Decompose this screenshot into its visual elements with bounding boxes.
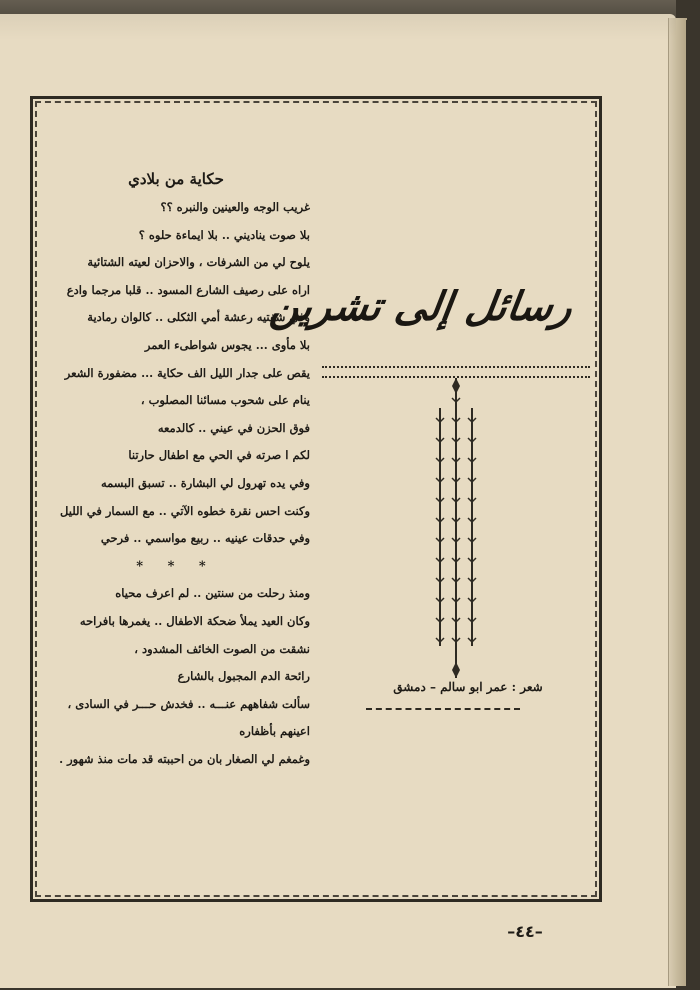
page-number: –٤٤– [507, 922, 543, 941]
poem-line: وكنت احس نقرة خطوه الآتي .. مع السمار في الليل [60, 503, 310, 518]
poem-line: يقص على جدار الليل الف حكاية ... مضفورة الشعر [64, 365, 310, 380]
poem-line: سألت شفاههم عنـــه .. فخدش حـــر في السادى ، [67, 696, 310, 711]
title-rule [322, 366, 590, 378]
poem-column [42, 170, 310, 773]
page-edge [668, 18, 687, 986]
stanza-separator: * * * [136, 558, 216, 574]
poem-line: ومنذ رحلت من سنتين .. لم اعرف محياه [115, 586, 310, 601]
author-credit: شعر : عمر ابو سالم – دمشق [393, 680, 543, 694]
poem-line: نشقت من الصوت الخائف المشدود ، [134, 641, 310, 656]
poem-title: حكاية من بلادي [128, 170, 224, 188]
poem-line: رائحة الدم المجبول بالشارع [177, 669, 310, 684]
poem-line: وفي حدقات عينيه .. ربيع مواسمي .. فرحي [100, 531, 310, 546]
poem-line: ينام على شحوب مسائنا المصلوب ، [140, 393, 310, 408]
poem-line: وفي يده تهرول لي البشارة .. تسبق البسمه [100, 475, 310, 490]
poem-line: بلا مأوى ... يجوس شواطىء العمر [144, 337, 310, 352]
poem-line: اراه على رصيف الشارع المسود .. قلبا مرجما وادع [66, 282, 310, 297]
background-edge [686, 20, 700, 990]
poem-line: اعينهم بأظفاره [239, 724, 310, 739]
top-stain [0, 0, 676, 40]
poem-line: بلا صوت يناديني .. بلا ايماءة حلوه ؟ [138, 227, 310, 242]
poem-line: فوق الحزن في عيني .. كالدمعه [157, 420, 310, 435]
author-rule [366, 708, 520, 713]
section-title: رسائل إلى تشرين [267, 283, 576, 330]
poem-line: غريب الوجه والعينين والنبره ؟؟ [160, 200, 310, 214]
poem-line: وغمغم لي الصغار بان من احببته قد مات منذ شهور . [59, 751, 310, 766]
poem-line: لكم ا صرته في الحي مع اطفال حارتنا [128, 448, 310, 463]
poem-line: يلوح لي من الشرفات ، والاحزان لعيته الشتائية [87, 255, 310, 270]
ornament-icon [432, 378, 480, 678]
poem-line: وفي شفتيه رعشة أمي الثكلى .. كالوان رمادية [87, 310, 310, 325]
poem-line: وكان العيد يملأ ضحكة الاطفال .. يغمرها بافراحه [79, 613, 310, 628]
